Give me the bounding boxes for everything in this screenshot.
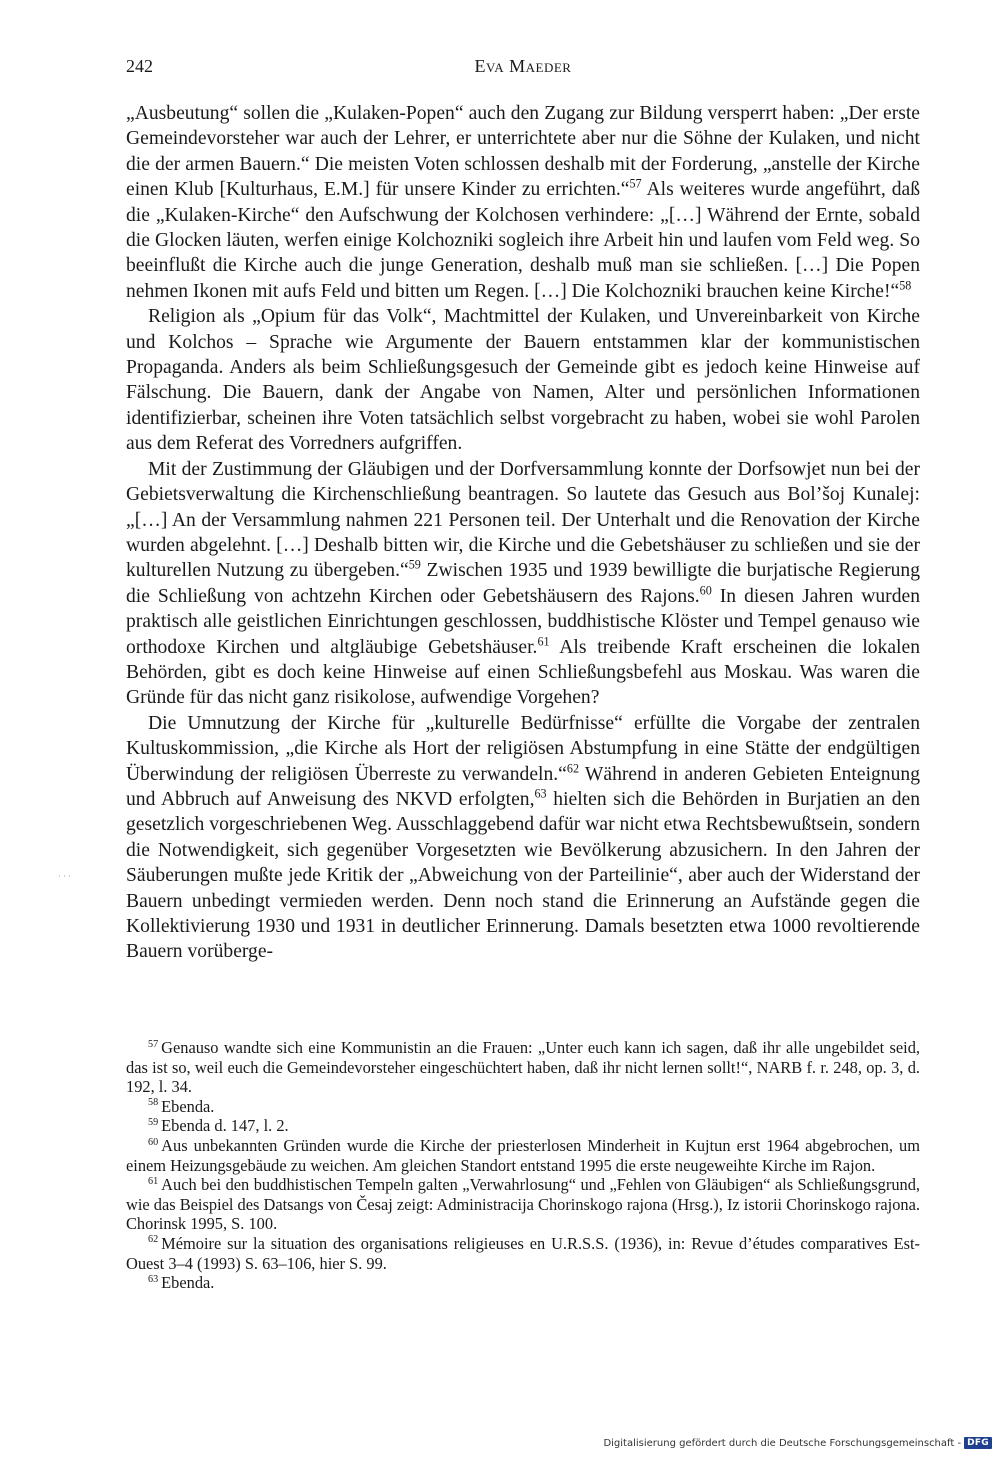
footnote-text: Auch bei den buddhistischen Tempeln galten „Verwahrlosung“ und „Fehlen von Gläubigen“ als Schließungsgrund, wie das Beispiel des Datsangs von Česaj zeigt: Administracija Chorinskogo rajona (Hrsg.), Iz istorii Chorinskogo rajona. Chorinsk 1995, S. 100.	[126, 1175, 920, 1234]
footnote-number: 60	[148, 1136, 159, 1148]
paragraph	[126, 457, 920, 711]
footnote-text: Genauso wandte sich eine Kommunistin an die Frauen: „Unter euch kann ich sagen, daß ihr alle ungebildet seid, das ist so, weil euch die Gemeindevorsteher eingeschüchtert haben, daß ihr nicht lernen sollt!“, NARB f. r. 248, op. 3, d. 192, l. 34.	[126, 1038, 920, 1097]
scan-artifact: · · ·	[58, 872, 71, 881]
footer-text: Digitalisierung gefördert durch die Deutsche Forschungsgemeinschaft -	[603, 1437, 962, 1449]
footnote-text: Ebenda d. 147, l. 2.	[161, 1116, 289, 1136]
footnote-ref: 60	[699, 583, 712, 598]
footnote-number: 59	[148, 1116, 159, 1128]
page-number: 242	[126, 56, 153, 76]
paragraph-text: Als treibende Kraft erscheinen die lokalen Behörden, gibt es doch keine Hinweise auf einen Schließungsbefehl aus Moskau. Was waren die Gründe für das nicht ganz risikolose, aufwendige Vorgehen?	[126, 636, 920, 709]
paragraph-text: Mit der Zustimmung der Gläubigen und der Dorfversammlung konnte der Dorfsowjet nun bei der Gebietsverwaltung die Kirchenschließung beantragen. So lautete das Gesuch aus Bol’šoj Kunalej: „[…] An der Versammlung nahmen 221 Personen teil. Der Unterhalt und die Renovation der Kirche wurden abgelehnt. […] Deshalb bitten wir, die Kirche und die Gebetshäuser zu schließen und sie der kulturellen Nutzung zu übergeben.“	[126, 458, 920, 582]
footnote-number: 62	[148, 1234, 159, 1246]
footnote-text: Mémoire sur la situation des organisations religieuses en U.R.S.S. (1936), in: Revue d’études comparatives Est-Ouest 3–4 (1993) S. 63–106, hier S. 99.	[126, 1233, 920, 1273]
paragraph-text: Während in anderen Gebieten Enteignung und Abbruch auf Anweisung des NKVD erfolgten,	[126, 763, 920, 810]
footnote	[126, 1116, 920, 1136]
footnote-text: Ebenda.	[161, 1273, 215, 1293]
footnote-ref: 62	[566, 761, 580, 776]
footnote-number: 63	[148, 1273, 159, 1285]
paragraph-text: Zwischen 1935 und 1939 bewilligte die burjatische Regierung die Schließung von achtzehn Kirchen oder Gebetshäusern des Rajons.	[126, 560, 920, 607]
running-head: Eva Maeder	[474, 56, 572, 76]
footnote-number: 57	[148, 1038, 159, 1050]
paragraph-text: hielten sich die Behörden in Burjatien an den gesetzlich vorgeschriebenen Weg. Ausschlaggebend dafür war nicht etwa Rechtsbewußtsein, sondern die Notwendigkeit, sich gegenüber Vorgesetzten wie Bevölkerung abzusichern. In den Jahren der Säuberungen mußte jede Kritik der „Abweichung von der Parteilinie“, aber auch der Widerstand der Bauern unbedingt vermieden werden. Denn noch stand die Erinnerung an Aufstände gegen die Kollektivierung 1930 und 1931 in deutlicher Erinnerung. Damals besetzten etwa 1000 revoltierende Bauern vorüberge-	[126, 788, 920, 963]
footnote	[126, 1038, 920, 1097]
footnote-ref: 63	[534, 786, 547, 801]
paragraph-text: Als weiteres wurde angeführt, daß die „Kulaken-Kirche“ den Aufschwung der Kolchosen verhindere: „[…] Während der Ernte, sobald die Glocken läuten, werfen einige Kolchozniki sogleich ihre Arbeit hin und laufen vom Feld weg. So beeinflußt die Kirche auch die junge Generation, deshalb muß man sie schließen. […] Die Popen nehmen Ikonen mit aufs Feld und bitten um Regen. […] Die Kolchozniki brauchen keine Kirche!“	[126, 179, 920, 302]
paragraph	[126, 304, 920, 456]
paragraph-text: Religion als „Opium für das Volk“, Machtmittel der Kulaken, und Unvereinbarkeit von Kirche und Kolchos – Sprache wie Argumente der Bauern entstammen klar der kommunistischen Propaganda. Anders als beim Schließungsgesuch der Gemeinde gibt es jedoch keine Hinweise auf Fälschung. Die Bauern, dank der Angabe von Namen, Alter und persönlichen Informationen identifizierbar, scheinen ihre Voten tatsächlich selbst vorgebracht zu haben, wobei sie wohl Parolen aus dem Referat des Vorredners aufgriffen.	[126, 306, 920, 455]
footnote-ref: 61	[537, 634, 550, 648]
page-header	[126, 56, 920, 84]
footnote-text: Ebenda.	[161, 1096, 215, 1116]
footnote-number: 61	[148, 1175, 159, 1187]
footnote	[126, 1175, 920, 1234]
footnote-ref: 58	[899, 278, 912, 293]
paragraph-text: Die Umnutzung der Kirche für „kulturelle Bedürfnisse“ erfüllte die Vorgabe der zentralen Kultuskommission, „die Kirche als Hort der religiösen Abstumpfung in eine Stätte der endgültigen Überwindung der religiösen Überreste zu verwandeln.“	[126, 712, 920, 785]
footnote	[126, 1234, 920, 1273]
paragraph	[126, 711, 920, 965]
dfg-logo: DFG	[964, 1437, 992, 1449]
footnote-number: 58	[148, 1097, 159, 1109]
paragraph-text: „Ausbeutung“ sollen die „Kulaken-Popen“ auch den Zugang zur Bildung versperrt haben: „Der erste Gemeindevorsteher war auch der Lehrer, er unterrichtete aber nur die Söhne der Kulaken, und nicht die der armen Bauern.“ Die meisten Voten schlossen deshalb mit der Forderung, „anstelle der Kirche einen Klub [Kulturhaus, E.M.] für unsere Kinder zu errichten.“	[126, 103, 920, 201]
footnote	[126, 1136, 920, 1175]
footnote-ref: 57	[629, 176, 642, 191]
digitization-footer	[603, 1437, 992, 1449]
body-text	[126, 101, 920, 965]
footnote-ref: 59	[408, 557, 421, 572]
footnotes	[126, 1038, 920, 1293]
footnote	[126, 1273, 920, 1293]
paragraph	[126, 101, 920, 304]
footnote-text: Aus unbekannten Gründen wurde die Kirche der priesterlosen Minderheit in Kujtun erst 1964 abgebrochen, um einem Heizungsgebäude zu weichen. Am gleichen Standort entstand 1995 die erste neugeweihte Kirche im Rajon.	[126, 1135, 920, 1175]
paragraph-text: In diesen Jahren wurden praktisch alle geistlichen Einrichtungen geschlossen, buddhistische Klöster und Tempel genauso wie orthodoxe Kirchen und altgläubige Gebetshäuser.	[126, 585, 920, 658]
footnote	[126, 1097, 920, 1117]
